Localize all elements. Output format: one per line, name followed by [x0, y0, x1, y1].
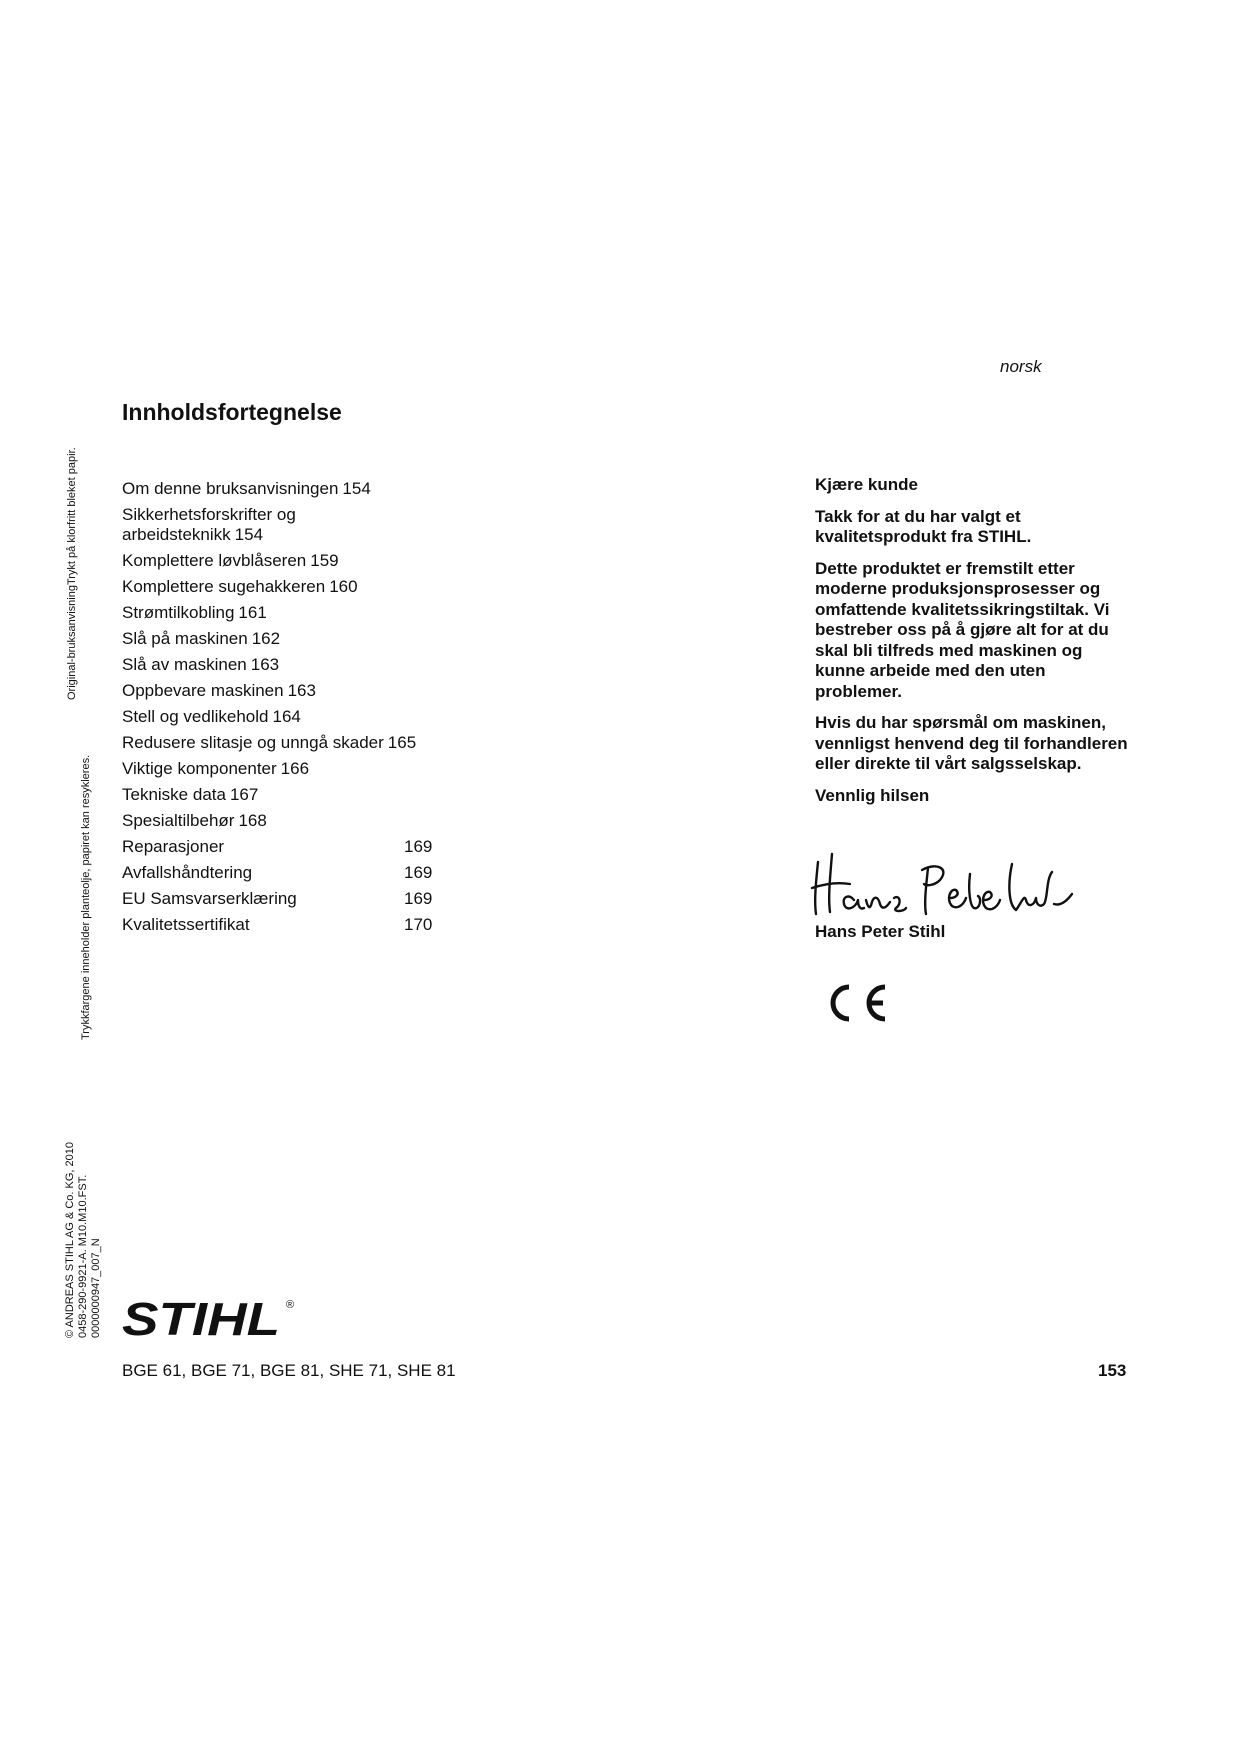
- toc-item-label: Stell og vedlikehold: [122, 707, 269, 726]
- toc-item-page: 161: [238, 603, 267, 622]
- toc-item[interactable]: [122, 837, 462, 857]
- toc-item[interactable]: [122, 551, 462, 571]
- toc-item-label: Viktige komponenter: [122, 759, 277, 778]
- ce-mark-text: CE: [825, 980, 827, 981]
- toc-item-page: 162: [251, 629, 281, 648]
- toc-item-page: 159: [310, 551, 339, 570]
- document-code: 0458-290-9921-A. M10.M10.FST.: [77, 1174, 89, 1338]
- customer-letter: [815, 475, 1135, 817]
- sidebar-copyright-block: [64, 1142, 103, 1338]
- toc-item-label: Strømtilkobling: [122, 603, 235, 622]
- toc-item-label: Oppbevare maskinen: [122, 681, 284, 700]
- footer-models: BGE 61, BGE 71, BGE 81, SHE 71, SHE 81: [122, 1361, 456, 1380]
- toc-item[interactable]: [122, 603, 462, 623]
- page-number: 153: [1098, 1361, 1127, 1380]
- toc-item-page: 169: [404, 863, 433, 882]
- ce-mark-icon: [825, 980, 891, 1026]
- handwritten-signature: [810, 837, 1090, 922]
- toc-item-page: 154: [234, 525, 264, 544]
- toc-item-label: EU Samsvarserklæring: [122, 889, 297, 908]
- stihl-logo: [122, 1293, 302, 1345]
- toc-item[interactable]: [122, 889, 462, 909]
- toc-item-page: 154: [342, 479, 371, 498]
- toc-item-label: Spesialtilbehør: [122, 811, 235, 830]
- copyright-line: © ANDREAS STIHL AG & Co. KG, 2010: [64, 1142, 76, 1338]
- toc-item-page: 165: [387, 733, 417, 752]
- table-of-contents: [122, 479, 462, 941]
- toc-item[interactable]: [122, 505, 322, 545]
- toc-item[interactable]: [122, 811, 462, 831]
- registered-mark: ®: [286, 1299, 295, 1311]
- toc-item[interactable]: [122, 655, 462, 675]
- toc-item-page: 167: [229, 785, 259, 804]
- toc-item-label: Avfallshåndtering: [122, 863, 253, 882]
- sidebar-print-note: Original-bruksanvisningTrykt på klorfritt bleket papir.: [66, 447, 78, 700]
- toc-item[interactable]: [122, 681, 462, 701]
- toc-item[interactable]: [122, 759, 462, 779]
- logo-text: STIHL: [122, 1293, 280, 1345]
- language-label: norsk: [1000, 357, 1042, 376]
- toc-title: Innholdsfortegnelse: [122, 399, 342, 425]
- toc-item-page: 169: [404, 889, 433, 908]
- toc-item-page: 168: [238, 811, 267, 830]
- toc-item[interactable]: [122, 785, 462, 805]
- toc-item-label: Redusere slitasje og unngå skader: [122, 733, 384, 752]
- toc-item-page: 164: [272, 707, 301, 726]
- toc-item[interactable]: [122, 733, 462, 753]
- toc-item[interactable]: [122, 629, 462, 649]
- sidebar-recycle-note: Trykkfargene inneholder planteolje, papiret kan resykleres.: [80, 754, 92, 1040]
- toc-item-page: 169: [404, 837, 433, 856]
- letter-paragraph: Dette produktet er fremstilt etter moderne produksjonsprosesser og omfattende kvalitetssikringstiltak. Vi bestreber oss på å gjøre alt for at du skal bli tilfreds med maskinen og kunne arbeide med den uten problemer.: [815, 558, 1110, 701]
- toc-item-label: Komplettere sugehakkeren: [122, 577, 326, 596]
- toc-item-label: Slå på maskinen: [122, 629, 248, 648]
- toc-item-page: 160: [329, 577, 358, 596]
- toc-item[interactable]: [122, 577, 462, 597]
- document-number: 0000000947_007_N: [90, 1238, 102, 1338]
- toc-item-label: Slå av maskinen: [122, 655, 247, 674]
- letter-paragraph: Hvis du har spørsmål om maskinen, vennligst henvend deg til forhandleren eller direkte til vårt salgsselskap.: [815, 713, 1128, 773]
- toc-item[interactable]: [122, 915, 462, 935]
- toc-item-label: Reparasjoner: [122, 837, 225, 856]
- letter-closing: Vennlig hilsen: [815, 785, 930, 805]
- toc-item-label: Sikkerhetsforskrifter og arbeidsteknikk: [122, 505, 296, 544]
- toc-item-label: Komplettere løvblåseren: [122, 551, 307, 570]
- toc-item-page: 166: [280, 759, 310, 778]
- toc-item-label: Kvalitetssertifikat: [122, 915, 250, 934]
- signature-text: Hans Peter Stihl: [810, 837, 818, 838]
- toc-item-page: 170: [404, 915, 433, 934]
- toc-item-page: 163: [250, 655, 280, 674]
- letter-paragraph: Takk for at du har valgt et kvalitetsprodukt fra STIHL.: [815, 506, 1032, 546]
- toc-item-label: Om denne bruksanvisningen: [122, 479, 339, 498]
- letter-greeting: Kjære kunde: [815, 475, 918, 494]
- signer-name: Hans Peter Stihl: [815, 922, 946, 941]
- toc-item-label: Tekniske data: [122, 785, 226, 804]
- toc-item[interactable]: [122, 863, 462, 883]
- toc-item[interactable]: [122, 479, 462, 499]
- toc-item[interactable]: [122, 707, 462, 727]
- toc-item-page: 163: [287, 681, 316, 700]
